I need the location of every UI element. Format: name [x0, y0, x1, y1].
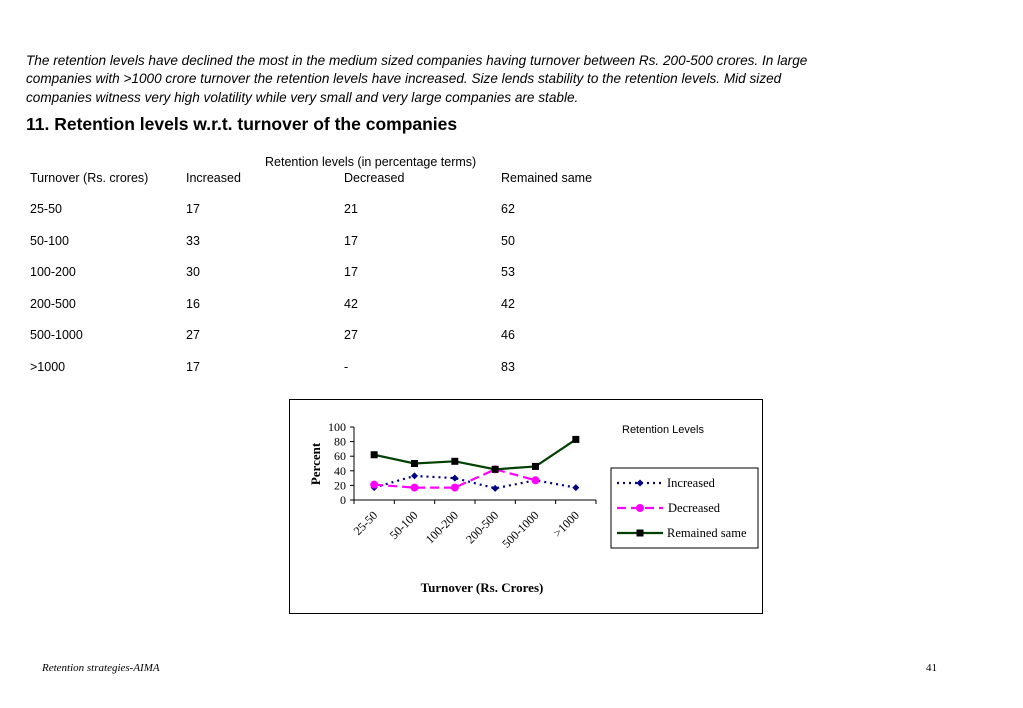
y-tick-label: 0	[340, 493, 346, 507]
y-tick-label: 20	[334, 478, 346, 493]
legend-marker-decreased	[636, 504, 644, 512]
legend-marker-remained-same	[637, 530, 644, 537]
x-axis-label: Turnover (Rs. Crores)	[420, 580, 544, 595]
data-point-increased	[451, 475, 458, 482]
legend-label-decreased: Decreased	[668, 501, 721, 515]
x-tick-label: 500-1000	[499, 508, 542, 551]
table-cell: 46	[501, 328, 515, 342]
table-cell: 17	[344, 234, 358, 248]
data-point-increased	[572, 484, 579, 491]
y-tick-label: 60	[334, 449, 346, 464]
x-tick-label: 100-200	[422, 508, 461, 547]
table-cell: 27	[186, 328, 200, 342]
y-ticks	[328, 420, 354, 507]
x-tick-label: 200-500	[463, 508, 502, 547]
data-point-remained-same	[371, 451, 378, 458]
series-layer	[370, 436, 579, 492]
page-number: 41	[926, 662, 937, 674]
x-ticks	[351, 500, 596, 551]
x-tick-label: >1000	[550, 508, 582, 540]
table-cell: 50	[501, 234, 515, 248]
table-cell: 25-50	[30, 202, 62, 216]
chart-title: Retention Levels	[622, 424, 704, 436]
table-cell: 83	[501, 360, 515, 374]
table-cell: 42	[344, 297, 358, 311]
y-tick-label: 100	[328, 420, 346, 434]
y-tick-label: 40	[334, 463, 346, 478]
data-point-remained-same	[451, 458, 458, 465]
table-cell: >1000	[30, 360, 66, 374]
table-cell: 50-100	[30, 234, 69, 248]
table-caption: Retention levels (in percentage terms)	[265, 155, 477, 169]
table-cell: 17	[186, 360, 200, 374]
table-cell: 53	[501, 265, 515, 279]
table-cell: 30	[186, 265, 200, 279]
legend-label-increased: Increased	[667, 476, 715, 490]
series-line-remained-same	[374, 439, 576, 469]
chart-canvas	[290, 400, 764, 615]
table-cell: -	[344, 360, 349, 374]
table-cell: 17	[186, 202, 200, 216]
data-point-remained-same	[411, 460, 418, 467]
table-cell: 200-500	[30, 297, 76, 311]
table-header-turnover: Turnover (Rs. crores)	[30, 171, 149, 185]
data-point-decreased	[532, 476, 540, 484]
section-heading: 11. Retention levels w.r.t. turnover of the companies	[26, 114, 458, 134]
table-cell: 33	[186, 234, 200, 248]
table-header-remained: Remained same	[501, 171, 593, 185]
table-cell: 17	[344, 265, 358, 279]
table-cell: 62	[501, 202, 515, 216]
x-tick-label: 25-50	[350, 508, 381, 538]
intro-paragraph: The retention levels have declined the most in the medium sized companies having turnover between Rs. 200-500 crores. In large companies with >1000 crore turnover the retention levels have increased. Size lends stability to the retention levels. Mid sized companies witness very high volatility while very small and very large companies are stable.	[26, 53, 808, 105]
data-point-increased	[411, 472, 418, 479]
data-point-decreased	[411, 484, 419, 492]
y-axis-label: Percent	[308, 442, 323, 486]
y-tick-label: 80	[334, 434, 346, 449]
table-header-decreased: Decreased	[344, 171, 405, 185]
table-cell: 100-200	[30, 265, 76, 279]
data-point-remained-same	[532, 463, 539, 470]
table-cell: 21	[344, 202, 358, 216]
table-cell: 16	[186, 297, 200, 311]
data-point-remained-same	[572, 436, 579, 443]
table-cell: 500-1000	[30, 328, 83, 342]
table-header-increased: Increased	[186, 171, 241, 185]
data-point-decreased	[370, 481, 378, 489]
data-point-remained-same	[492, 466, 499, 473]
table-cell: 27	[344, 328, 358, 342]
retention-chart	[289, 399, 763, 614]
footer-title: Retention strategies-AIMA	[42, 662, 160, 674]
data-point-decreased	[451, 484, 459, 492]
x-tick-label: 50-100	[386, 508, 421, 543]
table-cell: 42	[501, 297, 515, 311]
legend-label-remained-same: Remained same	[667, 526, 747, 540]
data-point-increased	[492, 485, 499, 492]
